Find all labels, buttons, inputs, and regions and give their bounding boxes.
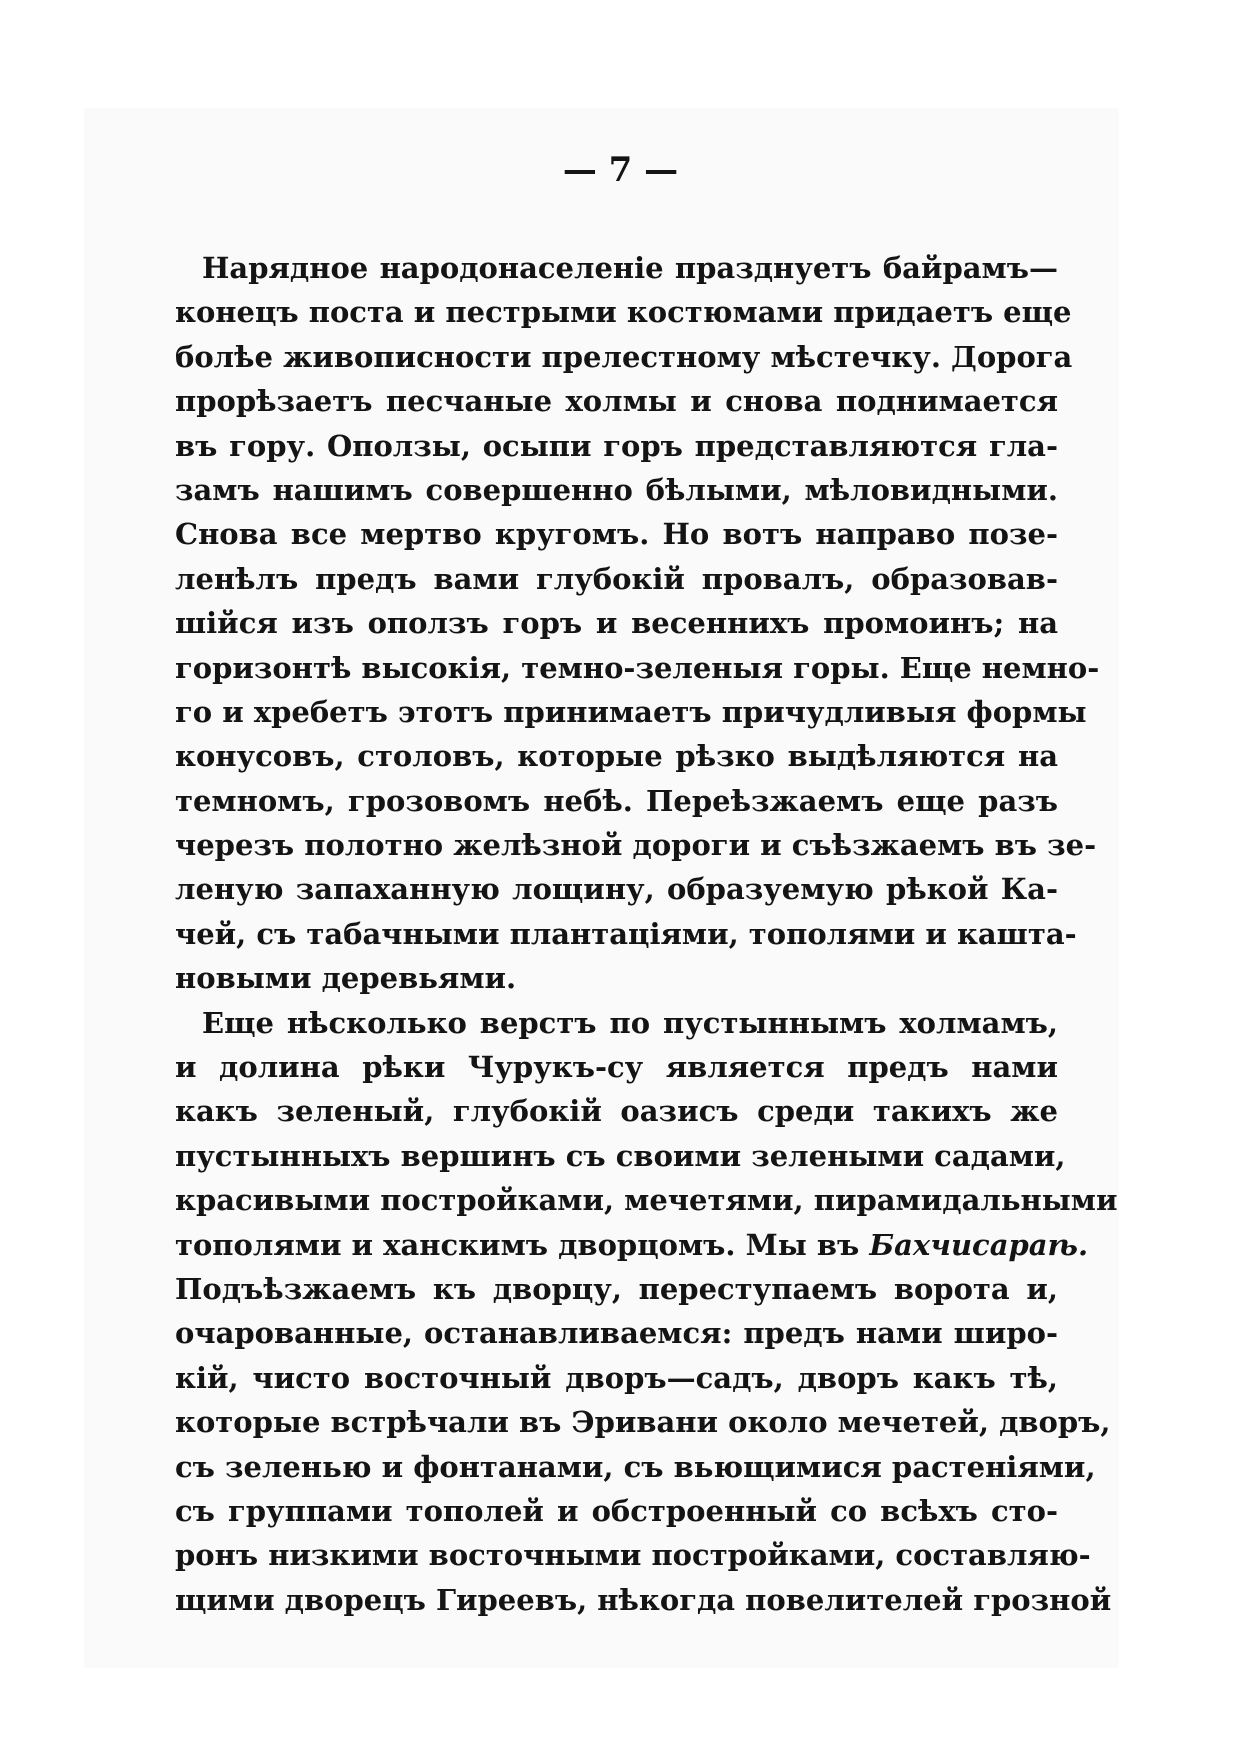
italic-place-name: Бахчисараѣ. xyxy=(869,1227,1089,1262)
text-line: прорѣзаетъ песчаные холмы и снова поднимается xyxy=(175,384,1058,419)
text-line: которые встрѣчали въ Эривани около мечетей, дворъ, xyxy=(175,1405,1111,1440)
text-line: Еще нѣсколько верстъ по пустыннымъ холмамъ, xyxy=(202,1005,1058,1040)
text-line: Подъѣзжаемъ къ дворцу, переступаемъ ворота и, xyxy=(175,1271,1058,1306)
text-line: конецъ поста и пестрыми костюмами придаетъ еще xyxy=(175,295,1072,330)
text-line: конусовъ, столовъ, которые рѣзко выдѣляются на xyxy=(175,739,1058,774)
text-line: въ гору. Оползы, осыпи горъ представляются гла- xyxy=(175,428,1058,463)
text-line: шійся изъ оползъ горъ и весеннихъ промоинъ; на xyxy=(175,606,1058,641)
text-line: ленѣлъ предъ вами глубокій провалъ, образовав- xyxy=(175,561,1058,596)
text-line: Снова все мертво кругомъ. Но вотъ направо позе- xyxy=(175,517,1058,552)
text-line: горизонтѣ высокія, темно-зеленыя горы. Еще немно- xyxy=(175,650,1100,685)
text-line: новыми деревьями. xyxy=(175,961,517,996)
page-number: — 7 — xyxy=(562,150,679,190)
body-text xyxy=(175,246,1118,1622)
text-line: съ зеленью и фонтанами, съ вьющимися растеніями, xyxy=(175,1449,1096,1484)
text-line: красивыми постройками, мечетями, пирамидальными xyxy=(175,1183,1118,1218)
text-line: черезъ полотно желѣзной дороги и съѣзжаемъ въ зе- xyxy=(175,828,1097,863)
text-segment: тополями и ханскимъ дворцомъ. Мы въ xyxy=(175,1227,870,1262)
text-line: кій, чисто восточный дворъ—садъ, дворъ какъ тѣ, xyxy=(175,1360,1058,1395)
text-line: темномъ, грозовомъ небѣ. Переѣзжаемъ еще разъ xyxy=(175,783,1058,818)
text-line: Нарядное народонаселеніе празднуетъ байрамъ— xyxy=(202,251,1058,285)
text-line: щими дворецъ Гиреевъ, нѣкогда повелителей грозной xyxy=(175,1582,1112,1617)
text-line: съ группами тополей и обстроенный со всѣхъ сто- xyxy=(175,1493,1058,1528)
text-line: очарованные, останавливаемся: предъ нами широ- xyxy=(175,1316,1058,1351)
text-line: замъ нашимъ совершенно бѣлыми, мѣловидными. xyxy=(175,472,1058,507)
text-line xyxy=(175,1223,1089,1267)
text-line: чей, съ табачными плантаціями, тополями и кашта- xyxy=(175,916,1077,951)
text-line: какъ зеленый, глубокій оазисъ среди такихъ же xyxy=(175,1094,1058,1129)
text-line: пустынныхъ вершинъ съ своими зелеными садами, xyxy=(175,1138,1066,1173)
text-line: болѣе живописности прелестному мѣстечку. Дорога xyxy=(175,339,1073,374)
text-line: го и хребетъ этотъ принимаетъ причудливыя формы xyxy=(175,694,1087,729)
text-line: леную запаханную лощину, образуемую рѣкой Ка- xyxy=(175,872,1058,907)
text-line: ронъ низкими восточными постройками, составляю- xyxy=(175,1538,1091,1573)
text-line: и долина рѣки Чурукъ-су является предъ нами xyxy=(175,1050,1058,1085)
